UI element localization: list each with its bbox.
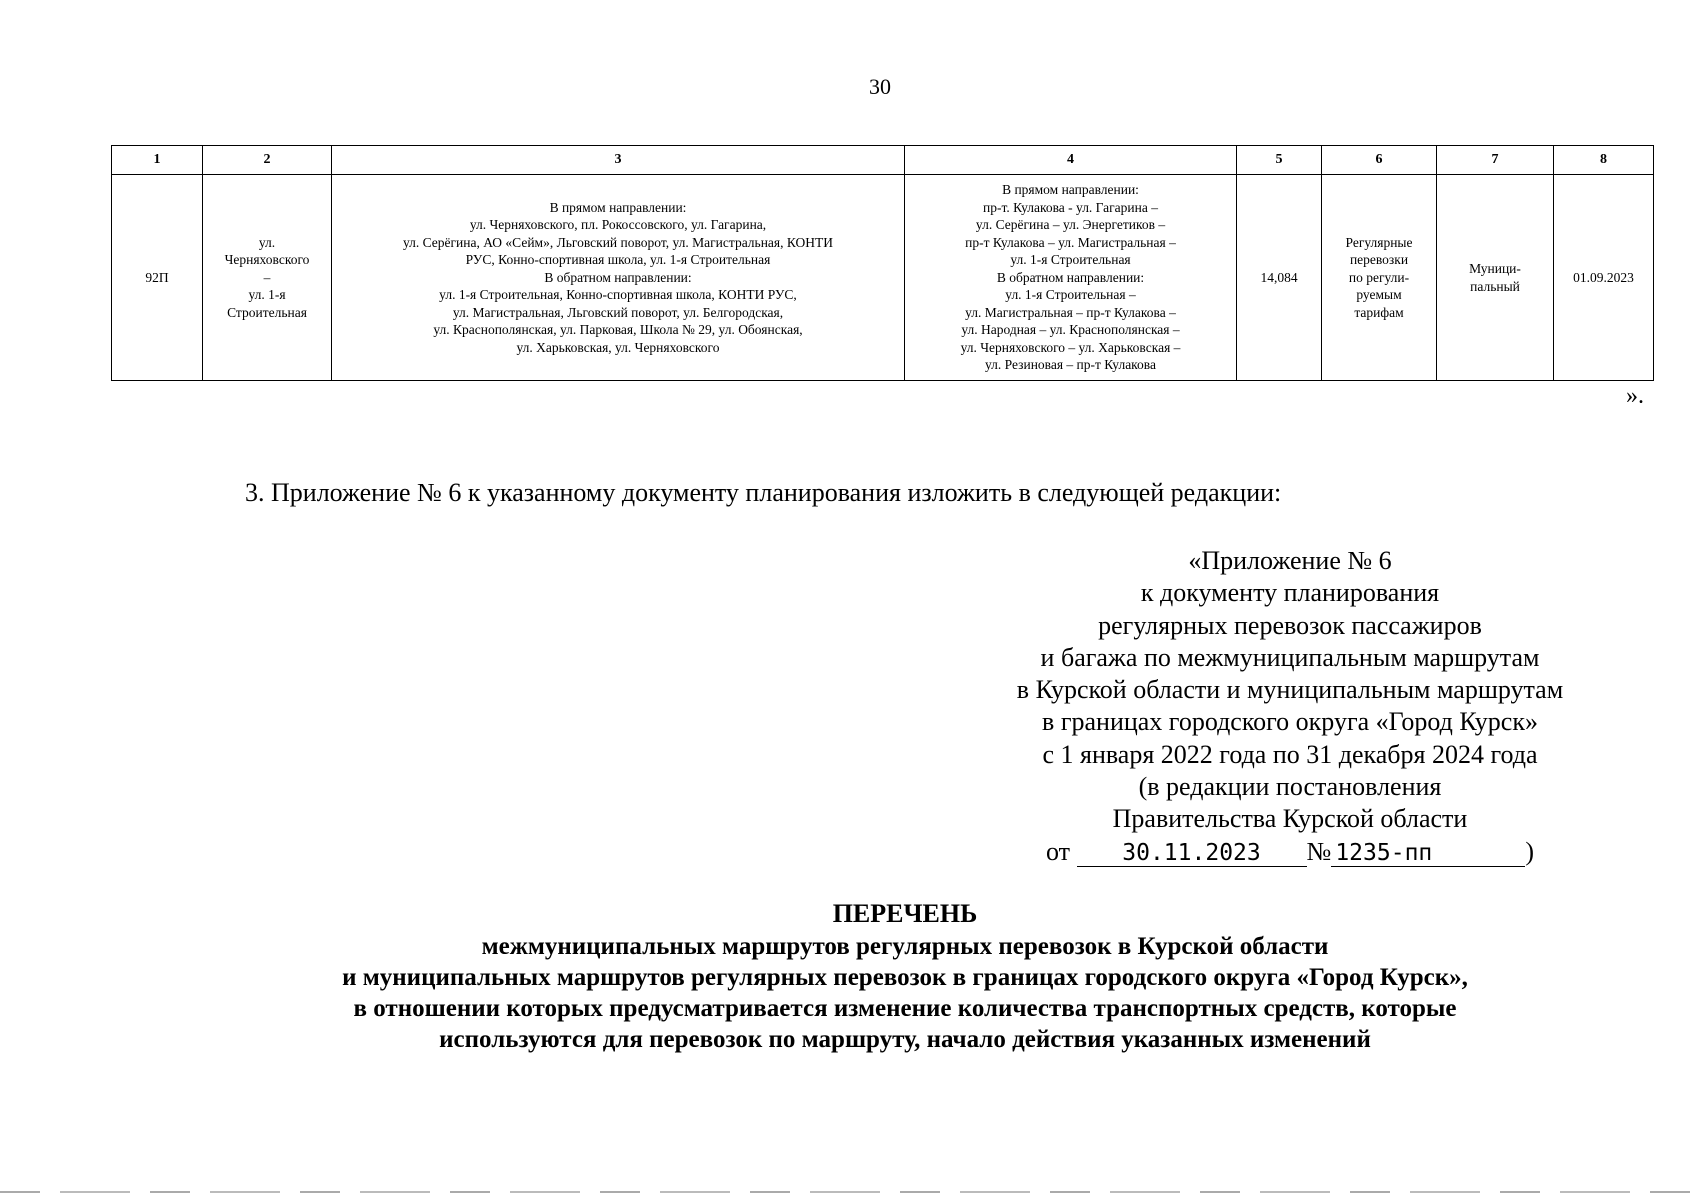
appendix-line: в Курской области и муниципальным маршрутам <box>1016 675 1564 705</box>
appendix-line: регулярных перевозок пассажиров <box>1098 610 1482 640</box>
paragraph-3: 3. Приложение № 6 к указанному документу планирования изложить в следующей редакции: <box>245 478 1282 507</box>
route-kind-cell: Муници- пальный <box>1437 175 1554 381</box>
resolution-reference <box>1046 836 1534 868</box>
column-header: 4 <box>905 146 1237 175</box>
path-cell: В прямом направлении: пр-т. Кулакова - ул. Гагарина – ул. Серёгина – ул. Энергетиков – пр-т Кулакова – ул. Магистральная – ул. 1-я Строительная В обратном направлении: ул. 1-я Строительная – ул. Магистральная – пр-т Кулакова – ул. Народная – ул. Краснополянская – ул. Черняховского – ул. Харьковская – ул. Резиновая – пр-т Кулакова <box>905 175 1237 381</box>
column-header: 6 <box>1322 146 1437 175</box>
appendix-line: и багажа по межмуниципальным маршрутам <box>1040 642 1540 672</box>
list-title <box>0 898 1704 1055</box>
column-header: 5 <box>1237 146 1322 175</box>
closing-quote: ». <box>1626 383 1644 409</box>
route-number-cell: 92П <box>112 175 203 381</box>
transport-type-cell: Регулярные перевозки по регули- руемым тарифам <box>1322 175 1437 381</box>
list-subline: и муниципальных маршрутов регулярных перевозок в границах городского округа «Город Курск», <box>342 964 1468 991</box>
streets-cell: В прямом направлении: ул. Черняховского, пл. Рокоссовского, ул. Гагарина, ул. Серёгина, АО «Сейм», Льговский поворот, ул. Магистральная, КОНТИ РУС, Конно-спортивная школа, ул. 1-я Строительная В обратном направлении: ул. 1-я Строительная, Конно-спортивная школа, КОНТИ РУС, ул. Магистральная, Льговский поворот, ул. Белгородская, ул. Краснополянская, ул. Парковая, Школа № 29, ул. Обоянская, ул. Харьковская, ул. Черняховского <box>332 175 905 381</box>
column-header: 7 <box>1437 146 1554 175</box>
table-row <box>112 175 1654 381</box>
resolution-number: 1235-пп <box>1331 840 1525 867</box>
number-label: № <box>1306 836 1332 866</box>
appendix-line: к документу планирования <box>1140 578 1440 608</box>
resolution-date: 30.11.2023 <box>1077 840 1307 867</box>
length-cell: 14,084 <box>1237 175 1322 381</box>
start-date-cell: 01.09.2023 <box>1554 175 1654 381</box>
list-subline: используются для перевозок по маршруту, начало действия указанных изменений <box>439 1026 1371 1053</box>
from-label: от <box>1045 836 1071 866</box>
table-header-row <box>112 146 1654 175</box>
close-paren: ) <box>1525 836 1534 866</box>
list-subline: межмуниципальных маршрутов регулярных перевозок в Курской области <box>481 933 1329 960</box>
route-table <box>111 145 1654 381</box>
appendix-line: с 1 января 2022 года по 31 декабря 2024 года <box>1042 739 1538 769</box>
column-header: 8 <box>1554 146 1654 175</box>
appendix-line: Правительства Курской области <box>1112 804 1468 834</box>
list-subline: в отношении которых предусматривается изменение количества транспортных средств, которые <box>353 995 1457 1022</box>
appendix-block <box>960 545 1620 868</box>
column-header: 3 <box>332 146 905 175</box>
list-heading: ПЕРЕЧЕНЬ <box>832 899 978 928</box>
appendix-line: «Приложение № 6 <box>1188 546 1392 575</box>
page-number: 30 <box>869 74 891 99</box>
column-header: 2 <box>203 146 332 175</box>
appendix-line: в границах городского округа «Город Курск» <box>1042 707 1538 737</box>
scan-edge-artifact <box>0 1191 1704 1193</box>
appendix-line: (в редакции постановления <box>1138 772 1442 802</box>
route-name-cell: ул. Черняховского – ул. 1-я Строительная <box>203 175 332 381</box>
column-header: 1 <box>112 146 203 175</box>
